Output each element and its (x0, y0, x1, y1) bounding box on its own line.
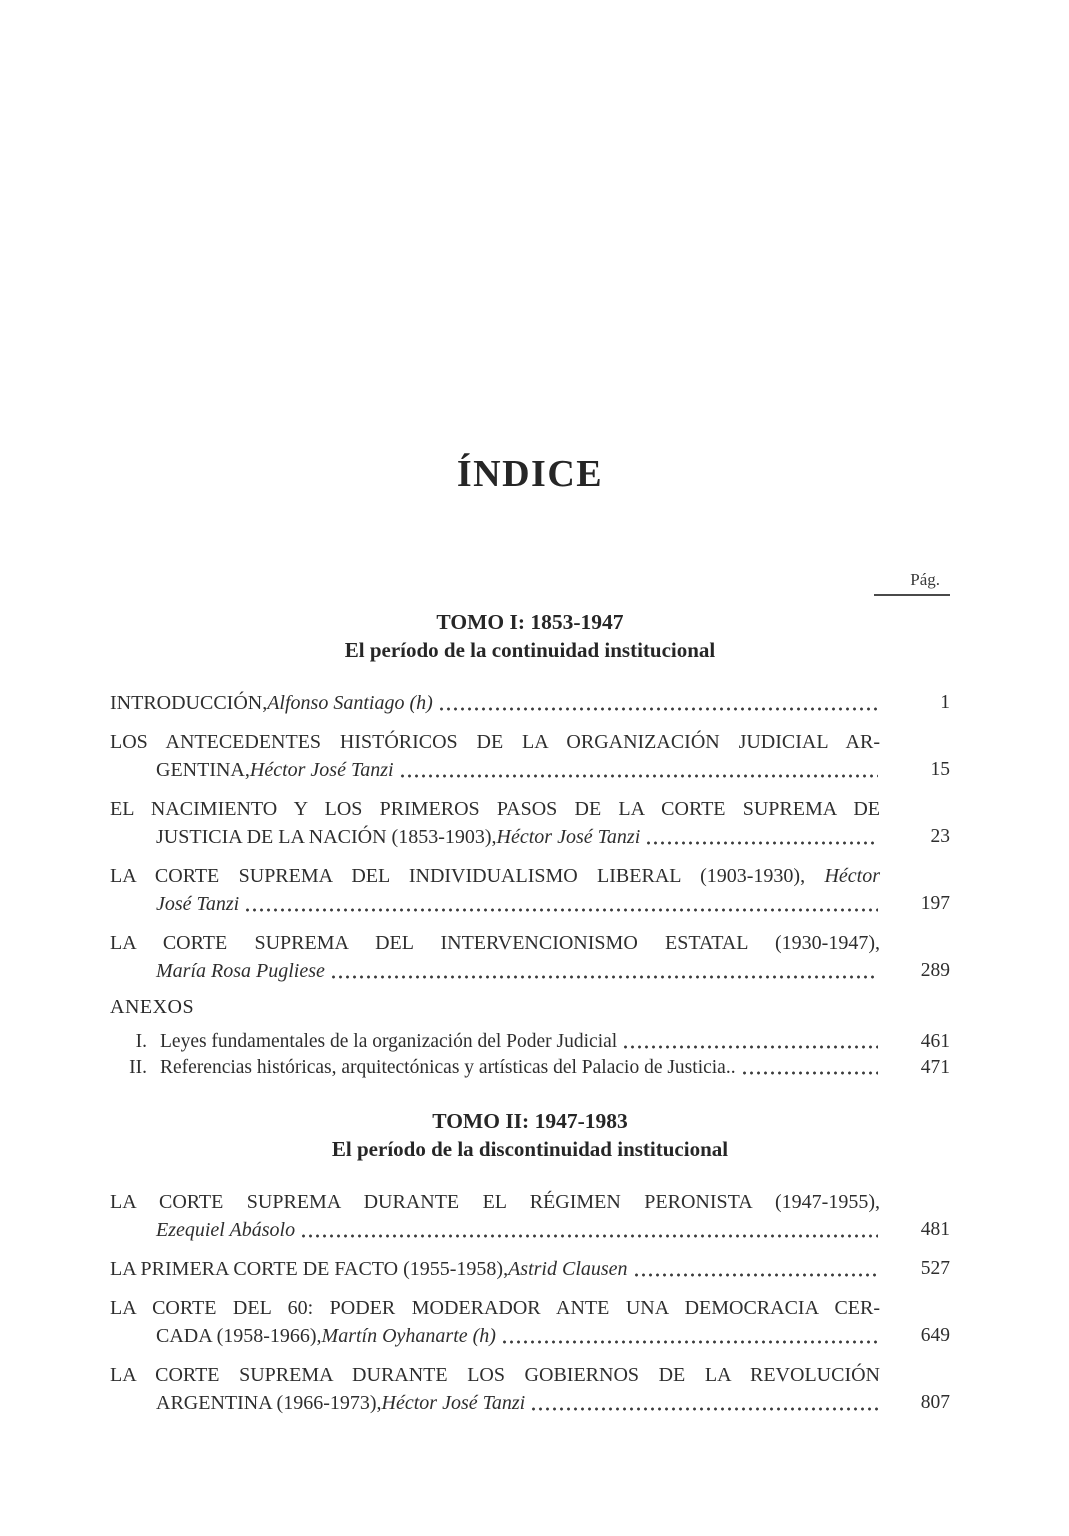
entry-page-number: 23 (930, 826, 950, 847)
section-subheading: El período de la discontinuidad institucional (331, 1137, 729, 1161)
entry-page-number: 481 (920, 1219, 950, 1240)
entry-body (110, 862, 880, 918)
entry-author: Héctor José Tanzi (381, 1392, 526, 1414)
entry-line (110, 689, 880, 717)
entry-text: LA CORTE SUPREMA DEL INDIVIDUALISMO LIBERAL (1903-1930), (110, 865, 825, 887)
toc-entry (110, 728, 950, 784)
entry-author: Alfonso Santiago (h) (267, 692, 433, 714)
entry-body (110, 689, 880, 717)
entry-page-number: 197 (920, 893, 950, 914)
entry-text: LA CORTE DEL 60: PODER MODERADOR ANTE UNA DEMOCRACIA CER- (110, 1297, 880, 1319)
toc-entry (110, 862, 950, 918)
entry-author: Héctor José Tanzi (496, 826, 641, 848)
index-content (110, 0, 950, 1428)
entry-text: EL NACIMIENTO Y LOS PRIMEROS PASOS DE LA CORTE SUPREMA DE (110, 798, 880, 820)
entry-text: CADA (1958-1966), (156, 1325, 322, 1347)
entry-page-number: 1 (940, 692, 950, 713)
anexo-body (160, 1055, 880, 1081)
leader-dots (501, 1338, 878, 1346)
toc-entry (110, 1255, 950, 1283)
leader-dots (645, 839, 878, 847)
entry-line (110, 728, 880, 756)
toc-entry (110, 795, 950, 851)
anexo-numeral: II. (129, 1057, 147, 1078)
entry-page-number: 461 (920, 1031, 950, 1052)
entry-line (110, 957, 880, 985)
entry-page-number: 649 (920, 1325, 950, 1346)
entry-line (110, 823, 880, 851)
entry-page-number: 15 (930, 759, 950, 780)
entry-author: Héctor José Tanzi (249, 759, 394, 781)
leader-dots (244, 906, 878, 914)
entry-line (110, 862, 880, 890)
entry-author: José Tanzi (156, 893, 240, 915)
section-subheading: El período de la continuidad institucional (344, 638, 716, 662)
entry-line (110, 929, 880, 957)
entry-author: María Rosa Pugliese (156, 960, 325, 982)
entry-text: LA CORTE SUPREMA DURANTE LOS GOBIERNOS DE LA REVOLUCIÓN (110, 1364, 880, 1386)
entry-body (110, 1294, 880, 1350)
entry-text: ARGENTINA (1966-1973), (156, 1392, 382, 1414)
entry-author: Astrid Clausen (508, 1258, 628, 1280)
entry-line (110, 1216, 880, 1244)
entry-body (110, 795, 880, 851)
entry-body (110, 1361, 880, 1417)
entry-line (110, 1389, 880, 1417)
leader-dots (633, 1271, 878, 1279)
anexo-numeral: I. (135, 1031, 147, 1052)
entry-text: LA PRIMERA CORTE DE FACTO (1955-1958), (110, 1258, 509, 1280)
leader-dots (300, 1232, 878, 1240)
entry-page-number: 289 (920, 960, 950, 981)
toc-entry (110, 1188, 950, 1244)
page-title: ÍNDICE (456, 453, 604, 495)
leader-dots (438, 705, 878, 713)
entry-line (110, 1361, 880, 1389)
entry-line (110, 756, 880, 784)
toc-entry (110, 1361, 950, 1417)
anexo-text: Leyes fundamentales de la organización del Poder Judicial (160, 1031, 618, 1052)
entry-body (110, 728, 880, 784)
entry-line (110, 1255, 880, 1283)
entry-author: Ezequiel Abásolo (156, 1219, 296, 1241)
leader-dots (530, 1405, 878, 1413)
entry-text: LA CORTE SUPREMA DEL INTERVENCIONISMO ESTATAL (1930-1947), (110, 932, 880, 954)
entry-page-number: 807 (920, 1392, 950, 1413)
toc-entry (110, 929, 950, 985)
entry-line (110, 1188, 880, 1216)
page-column-rule (874, 594, 950, 596)
entry-line (110, 1294, 880, 1322)
entry-author: Héctor (824, 865, 880, 887)
entry-line (110, 795, 880, 823)
entry-body (110, 929, 880, 985)
leader-dots (741, 1069, 878, 1077)
leader-dots (330, 973, 878, 981)
entry-line (110, 890, 880, 918)
anexo-item (110, 1055, 950, 1081)
anexo-item (110, 1029, 950, 1055)
entry-text: JUSTICIA DE LA NACIÓN (1853-1903), (156, 826, 497, 848)
entry-text: LOS ANTECEDENTES HISTÓRICOS DE LA ORGANIZACIÓN JUDICIAL AR- (110, 731, 880, 753)
toc-entry (110, 1294, 950, 1350)
toc-entry (110, 689, 950, 717)
anexos-heading: ANEXOS (110, 996, 195, 1018)
page-column-header (110, 570, 950, 596)
section-heading: TOMO II: 1947-1983 (432, 1109, 628, 1133)
anexo-text: Referencias históricas, arquitectónicas y artísticas del Palacio de Justicia.. (160, 1057, 736, 1078)
entry-text: GENTINA, (156, 759, 250, 781)
leader-dots (622, 1043, 878, 1051)
entry-text: LA CORTE SUPREMA DURANTE EL RÉGIMEN PERONISTA (1947-1955), (110, 1191, 880, 1213)
entry-body (110, 1255, 880, 1283)
entry-page-number: 527 (920, 1258, 950, 1279)
table-of-contents (110, 610, 950, 1417)
section-heading: TOMO I: 1853-1947 (436, 610, 624, 634)
entry-page-number: 471 (920, 1057, 950, 1078)
entry-body (110, 1188, 880, 1244)
entry-line (110, 1322, 880, 1350)
entry-author: Martín Oyhanarte (h) (321, 1325, 496, 1347)
anexo-body (160, 1029, 880, 1055)
entry-text: INTRODUCCIÓN, (110, 692, 268, 714)
leader-dots (399, 772, 878, 780)
page-column-label: Pág. (910, 570, 940, 589)
